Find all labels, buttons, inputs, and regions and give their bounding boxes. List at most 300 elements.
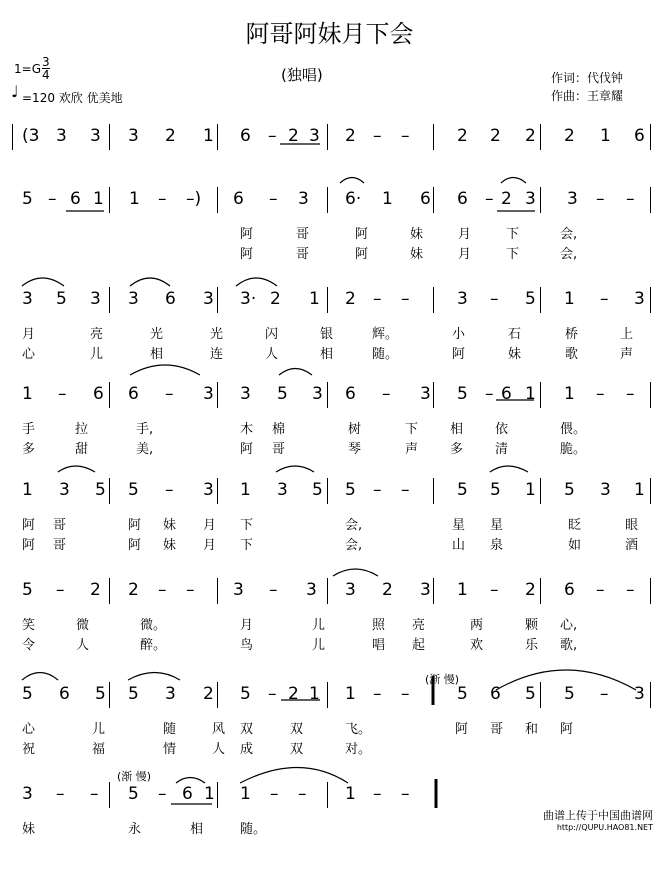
barline	[433, 124, 434, 150]
melody-line	[0, 478, 659, 506]
lyric-syllable: 相	[150, 347, 164, 362]
melody-line	[0, 782, 659, 810]
lyric-syllable: 阿	[240, 227, 254, 242]
melody-line	[0, 382, 659, 410]
lyric-syllable: 酒	[625, 538, 639, 553]
lyric-syllable: 银	[320, 327, 334, 342]
note: 1	[22, 480, 33, 500]
note: 3	[312, 384, 323, 404]
lyric-syllable: 福	[92, 742, 106, 757]
note: 5	[22, 580, 33, 600]
lyric-syllable: 月	[22, 327, 36, 342]
note: 2	[165, 126, 176, 146]
lyric-syllable: 月	[458, 247, 472, 262]
note: 6	[490, 684, 501, 704]
note: 5	[277, 384, 288, 404]
note: 5	[128, 784, 139, 804]
note: –	[56, 784, 65, 804]
lyric-syllable: 木	[240, 422, 254, 437]
score-row	[0, 382, 659, 482]
barline	[650, 124, 651, 150]
note: 3	[420, 384, 431, 404]
note: 3	[634, 684, 645, 704]
barline	[433, 478, 434, 504]
lyric-syllable: 相	[450, 422, 464, 437]
barline	[433, 187, 434, 213]
note: 5	[525, 684, 536, 704]
lyric-syllable: 脆。	[560, 442, 587, 457]
lyric-syllable: 颗	[525, 618, 539, 633]
lyric-syllable: 随。	[372, 347, 399, 362]
note: 5	[457, 480, 468, 500]
barline	[327, 124, 328, 150]
note: –	[165, 480, 174, 500]
lyric-syllable: 清	[495, 442, 509, 457]
note: 5	[345, 480, 356, 500]
footer-text: 曲谱上传于中国曲谱网	[543, 809, 653, 822]
lyric-syllable: 歌,	[560, 638, 578, 653]
tempo-marking: =120 欢欣 优美地	[22, 91, 123, 105]
lyric-syllable: 人	[265, 347, 279, 362]
note: 5	[564, 684, 575, 704]
barline	[650, 287, 651, 313]
lyric-syllable: 人	[212, 742, 226, 757]
note: –	[401, 126, 410, 146]
note: 3	[457, 289, 468, 309]
lyric-syllable: 唱	[372, 638, 386, 653]
note: 3·	[240, 289, 257, 309]
note: 5	[128, 684, 139, 704]
barline	[109, 124, 110, 150]
note: –	[298, 784, 307, 804]
lyric-syllable: 双	[290, 742, 304, 757]
barline	[217, 478, 218, 504]
lyric-syllable: 阿	[452, 347, 466, 362]
note: –	[485, 384, 494, 404]
lyric-syllable: 妹	[410, 227, 424, 242]
note: 5	[22, 189, 33, 209]
lyric-syllable: 儿	[312, 618, 326, 633]
note: 3	[22, 289, 33, 309]
note: –	[600, 289, 609, 309]
lyric-syllable: 光	[150, 327, 164, 342]
note: 5	[490, 480, 501, 500]
barline	[540, 382, 541, 408]
note: 1	[564, 289, 575, 309]
barline	[217, 124, 218, 150]
lyric-syllable: 人	[76, 638, 90, 653]
time-signature-numerator: 3	[42, 55, 50, 69]
score-row	[0, 187, 659, 287]
barline	[433, 578, 434, 604]
barline	[327, 782, 328, 808]
lyric-syllable: 阿	[128, 518, 142, 533]
note: 6	[634, 126, 645, 146]
note: 6	[70, 189, 81, 209]
note: 3	[240, 384, 251, 404]
note: –	[48, 189, 57, 209]
note: 1	[382, 189, 393, 209]
quarter-note-icon: ♩	[11, 82, 19, 101]
note: –	[596, 580, 605, 600]
barline	[540, 287, 541, 313]
lyric-syllable: 山	[452, 538, 466, 553]
note: 1	[634, 480, 645, 500]
note: 6	[564, 580, 575, 600]
note: 5	[525, 289, 536, 309]
lyric-syllable: 哥	[296, 227, 310, 242]
note: –	[158, 189, 167, 209]
note: 1	[600, 126, 611, 146]
lyric-syllable: 鸟	[240, 638, 254, 653]
note: 5	[240, 684, 251, 704]
lyric-syllable: 月	[458, 227, 472, 242]
barline	[540, 124, 541, 150]
lyric-syllable: 会,	[345, 518, 363, 533]
melody-line	[0, 287, 659, 315]
lyric-syllable: 妹	[22, 822, 36, 837]
note: –	[382, 384, 391, 404]
note: 1	[240, 784, 251, 804]
lyric-syllable: 成	[240, 742, 254, 757]
note: 2	[501, 189, 512, 209]
note: 5	[56, 289, 67, 309]
barline	[109, 682, 110, 708]
lyric-syllable: 月	[203, 538, 217, 553]
lyric-syllable: 随	[163, 722, 177, 737]
note: –)	[186, 189, 202, 209]
lyric-syllable: 下	[506, 227, 520, 242]
barline	[109, 478, 110, 504]
note: –	[270, 784, 279, 804]
note: –	[401, 784, 410, 804]
lyric-syllable: 和	[525, 722, 539, 737]
note: 6	[165, 289, 176, 309]
note: 6	[240, 126, 251, 146]
note: 1	[240, 480, 251, 500]
score-row	[0, 287, 659, 387]
note: 5	[128, 480, 139, 500]
lyric-syllable: 会,	[560, 227, 578, 242]
lyric-syllable: 阿	[560, 722, 574, 737]
note: 3	[600, 480, 611, 500]
note: 1	[457, 580, 468, 600]
lyric-syllable: 树	[348, 422, 362, 437]
note: 1	[525, 384, 536, 404]
lyric-syllable: 随。	[240, 822, 267, 837]
barline	[327, 578, 328, 604]
note: 2	[288, 684, 299, 704]
lyric-syllable: 阿	[455, 722, 469, 737]
note: 6	[128, 384, 139, 404]
note: 1	[564, 384, 575, 404]
lyric-syllable: 会,	[345, 538, 363, 553]
note: 2	[128, 580, 139, 600]
lyric-syllable: 两	[470, 618, 484, 633]
barline	[109, 782, 110, 808]
lyric-syllable: 笑	[22, 618, 36, 633]
note: 1	[129, 189, 140, 209]
note: 1	[309, 684, 320, 704]
lyric-syllable: 辉。	[372, 327, 399, 342]
lyric-syllable: 拉	[75, 422, 89, 437]
lyric-syllable: 亮	[90, 327, 104, 342]
lyric-syllable: 醉。	[140, 638, 167, 653]
lyric-syllable: 琴	[348, 442, 362, 457]
lyric-syllable: 眨	[568, 518, 582, 533]
note: –	[186, 580, 195, 600]
barline	[433, 287, 434, 313]
note: –	[269, 580, 278, 600]
lyric-syllable: 心	[22, 722, 36, 737]
melody-line	[0, 578, 659, 606]
lyric-syllable: 哥	[490, 722, 504, 737]
note: 1	[204, 784, 215, 804]
lyric-syllable: 心	[22, 347, 36, 362]
lyric-syllable: 阿	[355, 227, 369, 242]
lyric-syllable: 妹	[163, 538, 177, 553]
barline	[540, 578, 541, 604]
note: 2	[525, 580, 536, 600]
lyric-syllable: 妹	[163, 518, 177, 533]
lyric-syllable: 甜	[75, 442, 89, 457]
barline	[327, 382, 328, 408]
barline	[650, 478, 651, 504]
tempo-change-mark: (渐 慢)	[117, 770, 152, 783]
lyric-syllable: 阿	[22, 538, 36, 553]
note: –	[158, 580, 167, 600]
lyric-syllable: 依	[495, 422, 509, 437]
site-footer	[543, 810, 653, 834]
lyric-syllable: 阿	[128, 538, 142, 553]
lyric-syllable: 如	[568, 538, 582, 553]
barline	[12, 124, 13, 150]
lyric-syllable: 下	[405, 422, 419, 437]
note: 3	[233, 580, 244, 600]
note: 6	[457, 189, 468, 209]
note: 3	[128, 289, 139, 309]
note: –	[56, 580, 65, 600]
note: 3	[90, 126, 101, 146]
lyric-syllable: 桥	[565, 327, 579, 342]
note: 5	[22, 684, 33, 704]
score-subtitle: (独唱)	[281, 66, 323, 84]
note: 3	[567, 189, 578, 209]
lyric-syllable: 泉	[490, 538, 504, 553]
lyric-syllable: 会,	[560, 247, 578, 262]
score-row	[0, 578, 659, 678]
lyric-syllable: 情	[163, 742, 177, 757]
note: 2	[490, 126, 501, 146]
barline	[109, 187, 110, 213]
lyric-syllable: 哥	[296, 247, 310, 262]
lyric-syllable: 光	[210, 327, 224, 342]
lyric-syllable: 阿	[240, 247, 254, 262]
barline	[109, 578, 110, 604]
note: 2	[90, 580, 101, 600]
lyric-syllable: 月	[240, 618, 254, 633]
lyric-syllable: 妹	[410, 247, 424, 262]
note: 3	[90, 289, 101, 309]
lyric-syllable: 起	[412, 638, 426, 653]
note: 5	[457, 684, 468, 704]
note: 5	[312, 480, 323, 500]
note: –	[165, 384, 174, 404]
time-signature-denominator: 4	[42, 68, 50, 82]
lyric-syllable: 阿	[22, 518, 36, 533]
note: 3	[203, 289, 214, 309]
lyric-syllable: 下	[240, 518, 254, 533]
note: –	[596, 189, 605, 209]
note: –	[373, 784, 382, 804]
lyric-syllable: 儿	[90, 347, 104, 362]
note: –	[268, 126, 277, 146]
barline	[327, 682, 328, 708]
lyricist-credit: 作词：代伐钟	[551, 71, 624, 85]
time-signature	[42, 56, 50, 81]
lyric-syllable: 阿	[240, 442, 254, 457]
note: (3	[22, 126, 40, 146]
note: 3	[22, 784, 33, 804]
lyric-syllable: 手,	[136, 422, 154, 437]
lyric-syllable: 月	[203, 518, 217, 533]
barline	[217, 382, 218, 408]
barline	[433, 382, 434, 408]
lyric-syllable: 双	[290, 722, 304, 737]
note: 2	[382, 580, 393, 600]
lyric-syllable: 石	[508, 327, 522, 342]
note: –	[490, 289, 499, 309]
lyric-syllable: 照	[372, 618, 386, 633]
lyric-syllable: 眼	[625, 518, 639, 533]
note: 3	[306, 580, 317, 600]
note: –	[58, 384, 67, 404]
note: 3	[128, 126, 139, 146]
lyric-syllable: 哥	[272, 442, 286, 457]
lyric-syllable: 哥	[53, 518, 67, 533]
barline	[327, 187, 328, 213]
note: 2	[288, 126, 299, 146]
note: 6	[182, 784, 193, 804]
note: –	[158, 784, 167, 804]
note: 5	[457, 384, 468, 404]
note: 3	[59, 480, 70, 500]
note: 6	[420, 189, 431, 209]
lyric-syllable: 风	[212, 722, 226, 737]
lyric-syllable: 偎。	[560, 422, 587, 437]
note: 3	[634, 289, 645, 309]
note: 6	[233, 189, 244, 209]
note: 6	[59, 684, 70, 704]
lyric-syllable: 多	[22, 442, 36, 457]
melody-line	[0, 187, 659, 215]
barline	[217, 578, 218, 604]
lyric-syllable: 手	[22, 422, 36, 437]
score-title: 阿哥阿妹月下会	[245, 20, 414, 48]
barline	[327, 287, 328, 313]
note: 3	[345, 580, 356, 600]
lyric-syllable: 亮	[412, 618, 426, 633]
lyric-syllable: 哥	[53, 538, 67, 553]
note: 1	[525, 480, 536, 500]
lyric-syllable: 儿	[92, 722, 106, 737]
lyric-syllable: 令	[22, 638, 36, 653]
note: –	[373, 480, 382, 500]
note: –	[401, 480, 410, 500]
note: –	[401, 289, 410, 309]
lyric-syllable: 相	[320, 347, 334, 362]
lyric-syllable: 小	[452, 327, 466, 342]
note: 6	[93, 384, 104, 404]
lyric-syllable: 飞。	[345, 722, 372, 737]
note: 1	[345, 684, 356, 704]
lyric-syllable: 闪	[265, 327, 279, 342]
note: –	[596, 384, 605, 404]
note: –	[268, 684, 277, 704]
lyric-syllable: 美,	[136, 442, 154, 457]
melody-line	[0, 124, 659, 152]
note: 1	[93, 189, 104, 209]
note: 3	[56, 126, 67, 146]
barline	[650, 682, 651, 708]
note: –	[490, 580, 499, 600]
score-row	[0, 682, 659, 782]
lyric-syllable: 星	[452, 518, 466, 533]
lyric-syllable: 棉	[272, 422, 286, 437]
barline	[540, 682, 541, 708]
note: 5	[564, 480, 575, 500]
lyric-syllable: 对。	[345, 742, 372, 757]
note: 2	[564, 126, 575, 146]
note: –	[373, 684, 382, 704]
lyric-syllable: 连	[210, 347, 224, 362]
key-signature: 1=G	[14, 62, 41, 76]
barline	[217, 187, 218, 213]
note: 3	[525, 189, 536, 209]
note: 1	[345, 784, 356, 804]
barline	[327, 478, 328, 504]
barline	[109, 287, 110, 313]
lyric-syllable: 欢	[470, 638, 484, 653]
note: –	[401, 684, 410, 704]
lyric-syllable: 声	[405, 442, 419, 457]
note: 3	[203, 480, 214, 500]
score-row	[0, 478, 659, 578]
lyric-syllable: 下	[506, 247, 520, 262]
note: 3	[420, 580, 431, 600]
note: –	[626, 580, 635, 600]
lyric-syllable: 相	[190, 822, 204, 837]
barline	[650, 187, 651, 213]
lyric-syllable: 声	[620, 347, 634, 362]
note: –	[626, 384, 635, 404]
note: 1	[22, 384, 33, 404]
lyric-syllable: 星	[490, 518, 504, 533]
note: –	[626, 189, 635, 209]
barline	[650, 578, 651, 604]
note: 3	[298, 189, 309, 209]
barline	[540, 187, 541, 213]
note: 5	[95, 684, 106, 704]
tempo-change-mark: (渐 慢)	[425, 673, 460, 686]
barline	[540, 478, 541, 504]
note: 5	[95, 480, 106, 500]
note: –	[269, 189, 278, 209]
lyric-syllable: 下	[240, 538, 254, 553]
note: 2	[457, 126, 468, 146]
melody-line	[0, 682, 659, 710]
note: –	[90, 784, 99, 804]
